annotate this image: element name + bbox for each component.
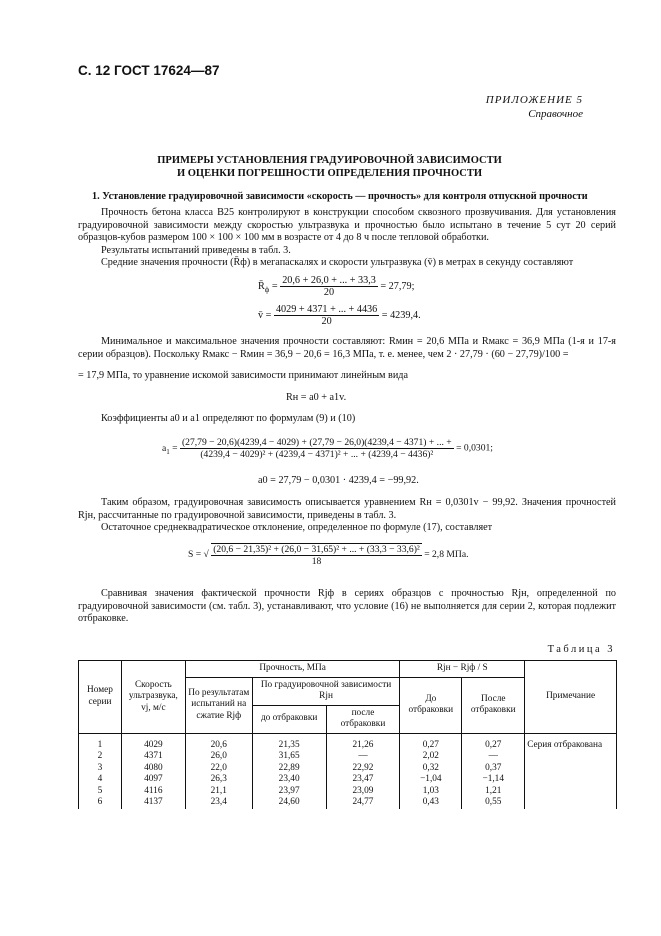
equation-denominator: 20: [323, 287, 335, 298]
table-caption: Таблица 3: [547, 644, 615, 655]
table-cell: 0,32: [400, 763, 462, 775]
paragraph-5: = 17,9 МПа, то уравнение искомой зависимости принимают линейным вида: [78, 370, 409, 381]
equation-denominator: (4239,4 − 4029)² + (4239,4 − 4371)² + ... + (4239,4 − 4436)²: [200, 449, 434, 460]
table-cell: 20,6: [185, 733, 252, 751]
table-cell: 4137: [121, 797, 185, 809]
table-cell: 6: [79, 797, 122, 809]
table-cell: 1,21: [462, 786, 525, 798]
header-after-rejection: после отбраковки: [326, 705, 400, 733]
table-cell: 0,43: [400, 797, 462, 809]
header-series-number: Номер серии: [79, 661, 122, 734]
equation-numerator: (20,6 − 21,35)² + (26,0 − 31,65)² + ... + (33,3 − 33,6)²: [213, 544, 420, 555]
table-cell: 26,0: [185, 751, 252, 763]
table-cell: 23,97: [252, 786, 326, 798]
page-header: С. 12 ГОСТ 17624—87: [78, 63, 220, 78]
header-ratio: Rjн − Rjф / S: [400, 661, 525, 678]
table-cell: 4029: [121, 733, 185, 751]
table-cell: 21,35: [252, 733, 326, 751]
paragraph-7: Таким образом, градуировочная зависимость описывается уравнением Rн = 0,0301v − 99,92. Значения прочностей Rjн, рассчитанные по градуировочной зависимости, приведены в табл. 3.: [78, 497, 616, 521]
header-strength: Прочность, МПа: [185, 661, 400, 678]
table-cell: 22,92: [326, 763, 400, 775]
equation-result: = 4239,4.: [381, 309, 421, 321]
appendix-label: [486, 93, 583, 121]
header-note: Примечание: [525, 661, 617, 734]
table-cell: 4371: [121, 751, 185, 763]
table-cell: 1: [79, 733, 122, 751]
document-title-line-2: И ОЦЕНКИ ПОГРЕШНОСТИ ОПРЕДЕЛЕНИЯ ПРОЧНОСТИ: [176, 168, 483, 179]
table-cell: 21,26: [326, 733, 400, 751]
table-cell: 24,60: [252, 797, 326, 809]
equation-denominator: 20: [321, 316, 332, 327]
table-note-cell: Серия отбракована: [525, 733, 617, 809]
equation-result: = 2,8 МПа.: [424, 549, 469, 561]
header-ratio-after: После отбраковки: [462, 677, 525, 733]
table-cell: 0,55: [462, 797, 525, 809]
paragraph-6: Коэффициенты a0 и a1 определяют по формулам (9) и (10): [101, 413, 356, 424]
header-ratio-before: До отбраковки: [400, 677, 462, 733]
table-cell: —: [462, 751, 525, 763]
equation-a1: $a_1$ = (27,79 − 20,6)(4239,4 − 4029) + (27,79 − 26,0)(4239,4 − 4371) + ... + (4239,4 − 4029)² + (4239,4 − 4371)² + ... + (4239,4 − 4436)² = 0,0301;: [162, 437, 493, 460]
table-cell: 1,03: [400, 786, 462, 798]
header-calibration: По градуировочной зависимости Rjн: [252, 677, 400, 705]
table-cell: 21,1: [185, 786, 252, 798]
table-cell: 23,40: [252, 774, 326, 786]
paragraph-1: Прочность бетона класса В25 контролируют в конструкции способом сквозного прозвучивания. Для установления градуировочной зависимости между скоростью ультразвука и прочностью было испытано в течение 5 сут 20 серий образцов-кубов размером 100 × 100 × 100 мм в возрасте от 4 до 8 ч после тепловой обработки.: [78, 207, 616, 243]
table-cell: 22,0: [185, 763, 252, 775]
equation-denominator: 18: [311, 556, 322, 567]
table-cell: 23,09: [326, 786, 400, 798]
table-cell: 4116: [121, 786, 185, 798]
appendix-subtitle: Справочное: [528, 108, 583, 120]
table-cell: 4097: [121, 774, 185, 786]
table-cell: —: [326, 751, 400, 763]
equation-a0: a0 = 27,79 − 0,0301 · 4239,4 = −99,92.: [258, 475, 419, 486]
equation-result: = 27,79;: [380, 280, 415, 292]
table-cell: 0,27: [400, 733, 462, 751]
table-cell: 2,02: [400, 751, 462, 763]
equation-numerator: 20,6 + 26,0 + ... + 33,3: [282, 275, 376, 286]
table-cell: 3: [79, 763, 122, 775]
equation-result: = 0,0301;: [456, 442, 493, 454]
equation-linear: Rн = a0 + a1v.: [286, 392, 347, 403]
section-heading: 1. Установление градуировочной зависимости «скорость — прочность» для контроля отпускной прочности: [92, 191, 588, 202]
paragraph-3: Средние значения прочности (R̄ф) в мегапаскалях и скорости ультразвука (v̄) в метрах в секунду составляют: [101, 257, 574, 268]
equation-mean-strength: $R̄_ф$ = $\frac{20,6 + 26,0 + ... + 33,3}{20}$ = 27,79;: [258, 275, 415, 298]
appendix-title: ПРИЛОЖЕНИЕ 5: [485, 94, 583, 106]
equation-residual-deviation: S = √ $\frac{\text{(20,6 − 21,35)² + (26,0 − 31,65)² + ... + (33,3 − 33,6)²}}{18}$ = 2,8 МПа.: [188, 544, 469, 567]
table-cell: 5: [79, 786, 122, 798]
header-ultrasound-speed: Скорость ультразвука, vj, м/с: [121, 661, 185, 734]
document-title: [78, 154, 581, 180]
table-cell: 24,77: [326, 797, 400, 809]
table-cell: 26,3: [185, 774, 252, 786]
table-cell: 4080: [121, 763, 185, 775]
table-cell: 23,47: [326, 774, 400, 786]
table-cell: 2: [79, 751, 122, 763]
paragraph-2: Результаты испытаний приведены в табл. 3.: [101, 245, 291, 256]
table-cell: 4: [79, 774, 122, 786]
equation-numerator: 4029 + 4371 + ... + 4436: [275, 304, 378, 315]
paragraph-8: Остаточное среднеквадратическое отклонение, определенное по формуле (17), составляет: [101, 522, 493, 533]
header-test-results: По результатам испытаний на сжатие Rjф: [185, 677, 252, 733]
paragraph-9: Сравнивая значения фактической прочности Rjф в сериях образцов с прочностью Rjн, определенной по градуировочной зависимости (см. табл. 3), устанавливают, что условие (16) не выполняется для серии 2, которая подлежит отбраковке.: [78, 588, 616, 624]
table-cell: −1,14: [462, 774, 525, 786]
table-cell: −1,04: [400, 774, 462, 786]
table-cell: 0,37: [462, 763, 525, 775]
equation-mean-speed: v̄ = $\frac{4029 + 4371 + ... + 4436}{20}$ = 4239,4.: [258, 304, 421, 327]
table-row: [79, 733, 617, 751]
table-cell: 23,4: [185, 797, 252, 809]
table-cell: 31,65: [252, 751, 326, 763]
header-before-rejection: до отбраковки: [252, 705, 326, 733]
document-title-line-1: ПРИМЕРЫ УСТАНОВЛЕНИЯ ГРАДУИРОВОЧНОЙ ЗАВИСИМОСТИ: [157, 155, 502, 166]
equation-numerator: (27,79 − 20,6)(4239,4 − 4029) + (27,79 − 26,0)(4239,4 − 4371) + ... +: [181, 437, 452, 448]
paragraph-4: Минимальное и максимальное значения прочности составляют: Rмин = 20,6 МПа и Rмакс = 36,9 МПа (1-я и 17-я серии образцов). Поскольку Rмакс − Rмин = 36,9 − 20,6 = 16,3 МПа, т. е. менее, чем 2 · 27,79 · (60 − 27,79)/100 =: [78, 336, 616, 360]
table-cell: 0,27: [462, 733, 525, 751]
results-table: [78, 660, 617, 809]
table-body: [79, 733, 617, 809]
table-cell: 22,89: [252, 763, 326, 775]
